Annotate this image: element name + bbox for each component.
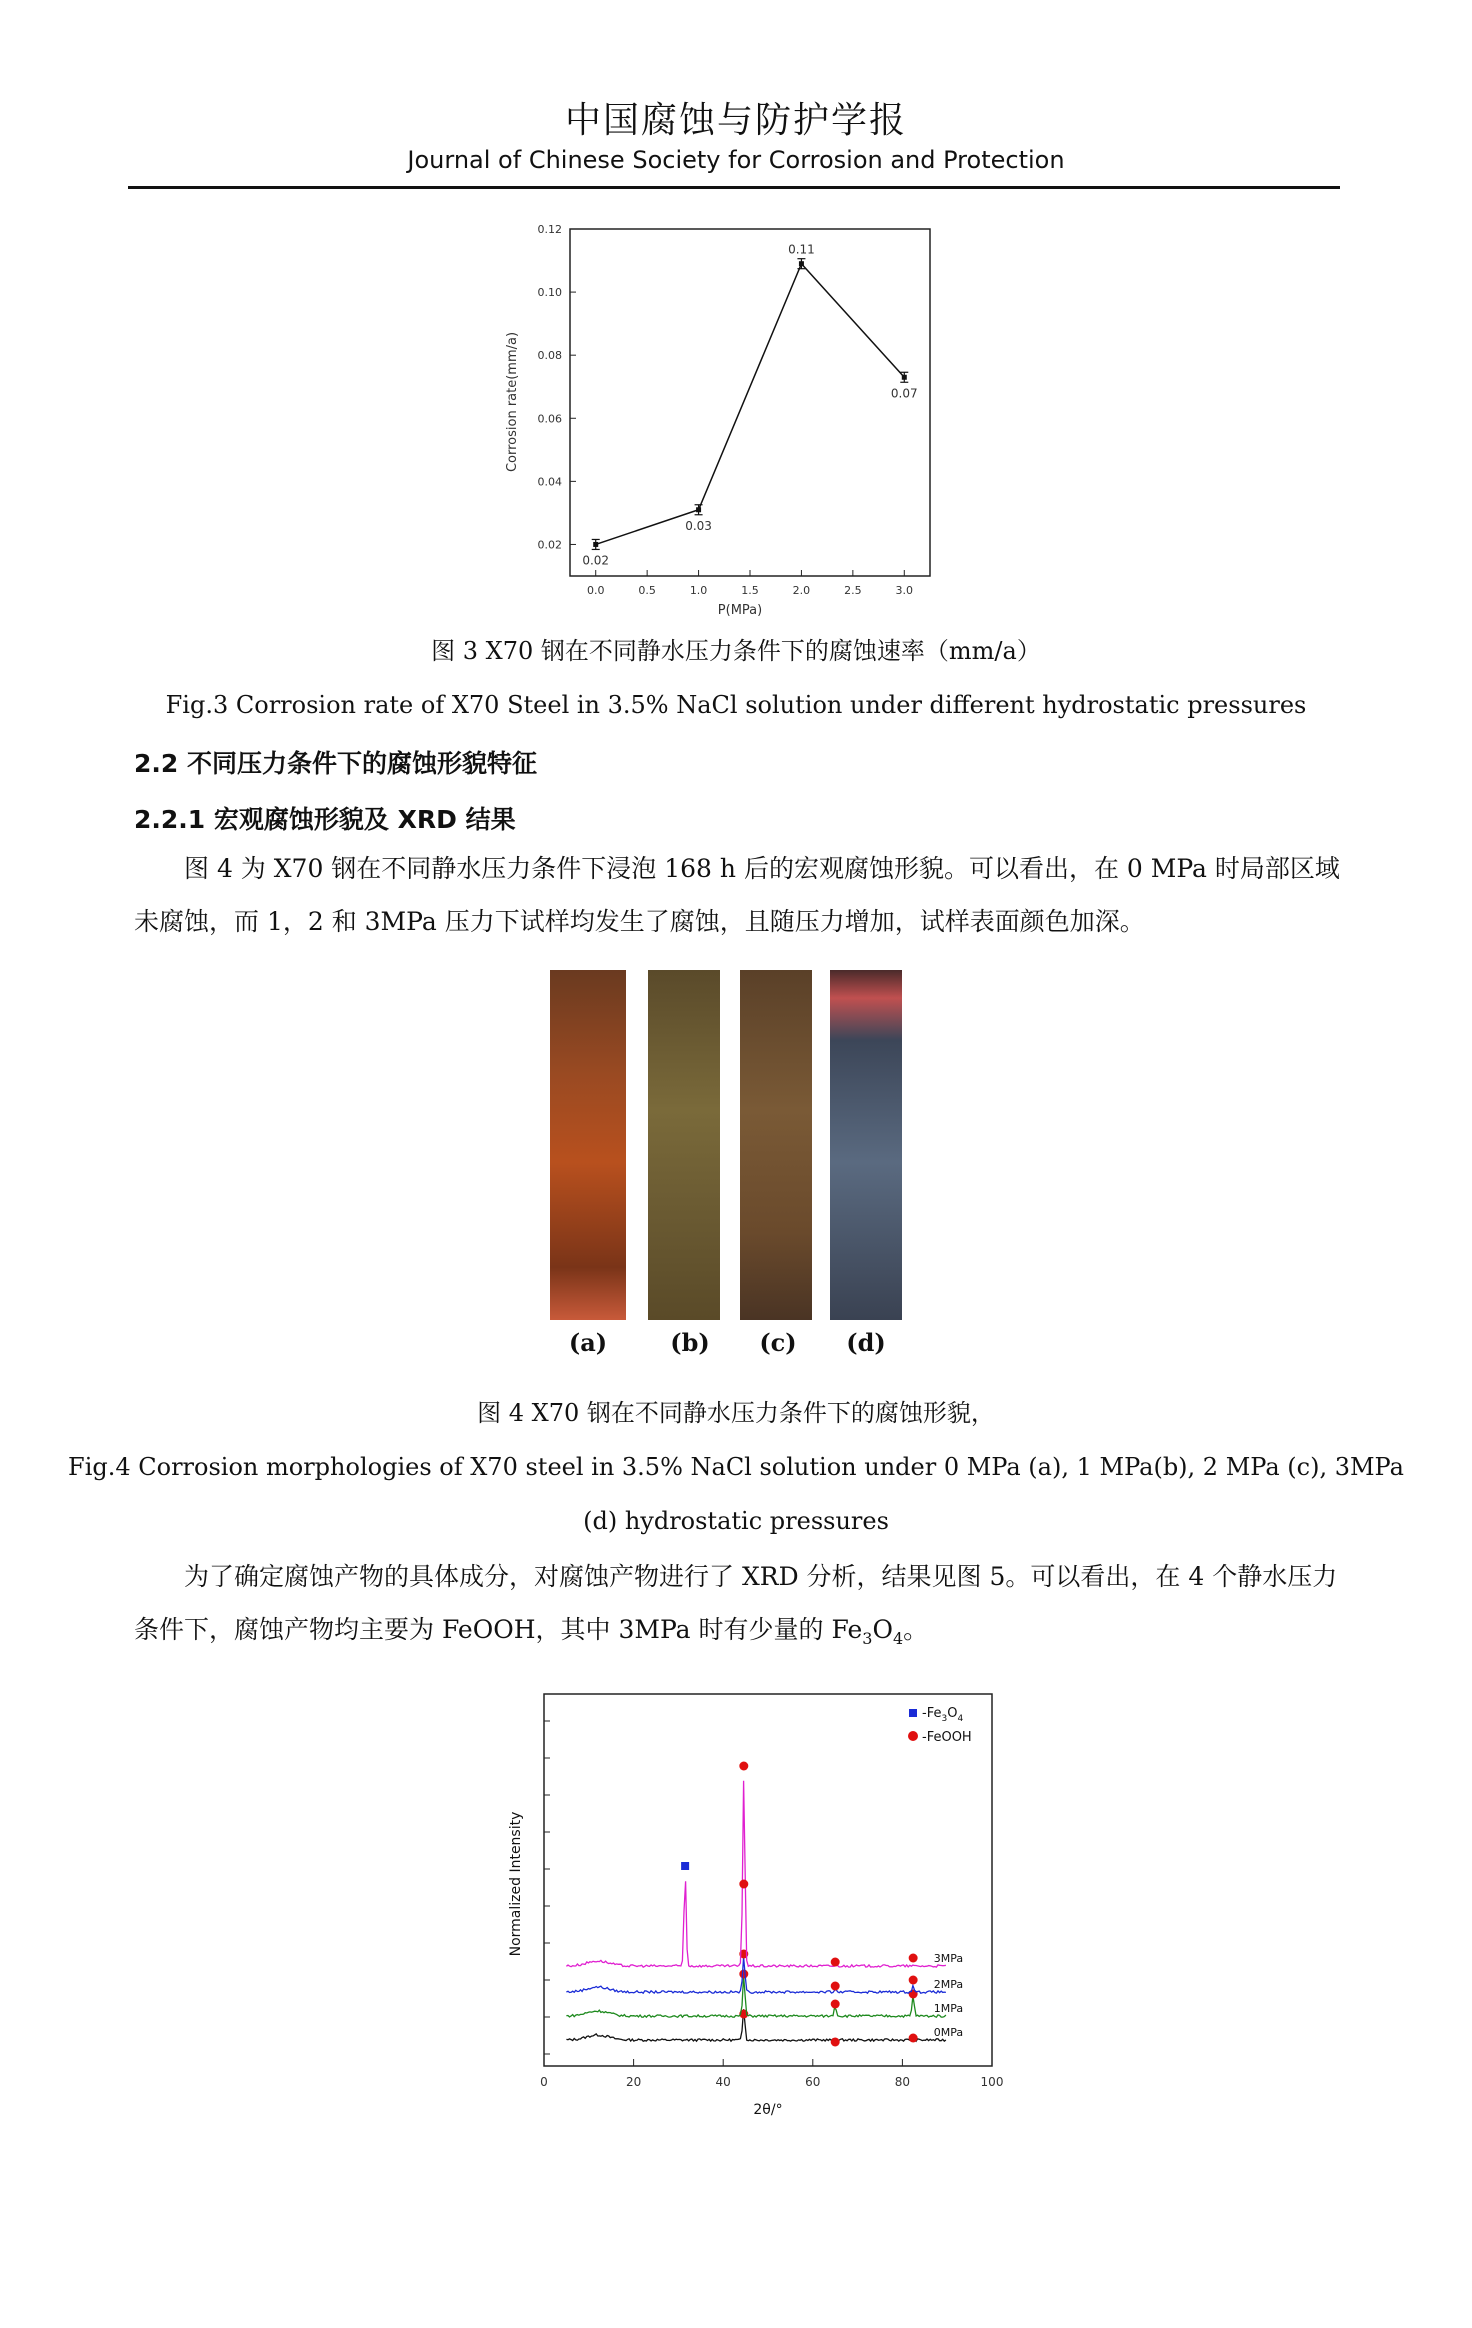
x-tick-label: 3.0 (895, 584, 914, 597)
fe3o4-peak-marker (681, 1862, 689, 1870)
figure3-y-label: Corrosion rate(mm/a) (505, 331, 520, 473)
sample-photo-a (550, 970, 626, 1320)
x-tick-label: 0.5 (638, 584, 656, 597)
journal-title-en: Journal of Chinese Society for Corrosion and Protection (407, 146, 1065, 174)
x-tick-label: 20 (625, 2075, 642, 2089)
data-point (593, 542, 598, 547)
figure3-plot-frame (570, 229, 930, 576)
data-point (799, 261, 804, 266)
xrd-series-0MPa (566, 2009, 963, 2046)
paragraph-2-text: 为了确定腐蚀产物的具体成分，对腐蚀产物进行了 XRD 分析，结果见图 5。可以看出，在 4 个静水压力条件下，腐蚀产物均主要为 FeOOH，其中 3MPa 时有少量的 Fe (134, 1562, 1338, 1644)
figure5-x-label: 2θ/° (753, 2102, 783, 2118)
feooh-peak-marker (831, 2000, 840, 2009)
figure5-legend (908, 1706, 972, 1745)
feooh-peak-marker (909, 2034, 918, 2043)
feooh-peak-marker (909, 1954, 918, 1963)
section-heading: 2.2 不同压力条件下的腐蚀形貌特征 (134, 749, 537, 778)
header-rule (128, 186, 1340, 189)
legend-feooh-marker (908, 1731, 918, 1741)
y-tick-label: 0.04 (537, 475, 562, 489)
sample-photo-b (648, 970, 720, 1320)
series-label: 0MPa (933, 2026, 964, 2039)
figure5-y-axis (544, 1721, 550, 2054)
legend-fe3o4-label: $-Fe_3O_4$ (922, 1706, 964, 1724)
x-tick-label: 100 (980, 2075, 1004, 2089)
data-point (696, 507, 701, 512)
feooh-peak-marker (739, 1762, 748, 1771)
journal-title-cn: 中国腐蚀与防护学报 (564, 100, 907, 141)
feooh-peak-marker (909, 1976, 918, 1985)
y-tick-label: 0.06 (537, 412, 562, 426)
sample-label-a: (a) (568, 1328, 608, 1357)
xrd-trace (566, 1781, 946, 1967)
data-label: 0.11 (788, 242, 815, 257)
figure3-caption-en: Fig.3 Corrosion rate of X70 Steel in 3.5% NaCl solution under different hydrostatic pressures (165, 691, 1307, 719)
figure3-chart (490, 212, 990, 622)
subscript-3: 3 (862, 1629, 873, 1648)
x-tick-label: 0.0 (586, 584, 605, 597)
xrd-series-2MPa (566, 1950, 963, 1994)
x-tick-label: 80 (894, 2075, 911, 2089)
feooh-peak-marker (739, 1970, 748, 1979)
sample-photo-d (830, 970, 902, 1320)
x-tick-label: 1.5 (741, 584, 759, 597)
x-tick-label: 0 (540, 2075, 548, 2089)
data-label: 0.07 (890, 386, 918, 401)
y-tick-label: 0.10 (537, 286, 562, 300)
y-tick-label: 0.12 (537, 223, 562, 236)
figure3-series (582, 243, 917, 568)
series-label: 2MPa (933, 1978, 964, 1991)
xrd-trace (566, 2009, 946, 2041)
series-label: 3MPa (933, 1952, 964, 1965)
paragraph-2 (134, 1550, 1342, 1665)
figure4-caption-en-line1: Fig.4 Corrosion morphologies of X70 steel in 3.5% NaCl solution under 0 MPa (a), 1 MPa(b), 2 MPa (c), 3MPa (68, 1453, 1404, 1481)
sample-label-b: (b) (670, 1328, 710, 1357)
sample-label-d: (d) (846, 1328, 886, 1357)
figure4-caption-cn: 图 4 X70 钢在不同静水压力条件下的腐蚀形貌， (477, 1399, 995, 1427)
sample-label-c: (c) (759, 1328, 797, 1357)
legend-fe3o4-marker (909, 1709, 917, 1717)
y-tick-label: 0.08 (537, 349, 562, 363)
paragraph-1: 图 4 为 X70 钢在不同静水压力条件下浸泡 168 h 后的宏观腐蚀形貌。可以看出，在 0 MPa 时局部区域未腐蚀，而 1，2 和 3MPa 压力下试样均发生了腐蚀，且随压力增加，试样表面颜色加深。 (134, 854, 1340, 936)
feooh-peak-marker (831, 2038, 840, 2047)
figure3-caption-cn: 图 3 X70 钢在不同静水压力条件下的腐蚀速率（mm/a） (431, 637, 1041, 665)
data-label: 0.02 (582, 553, 610, 568)
paragraph-2-end: 。 (903, 1615, 929, 1644)
xrd-trace (566, 1957, 946, 1993)
x-tick-label: 2.5 (844, 584, 862, 597)
figure3-x-label: P(MPa) (717, 603, 763, 618)
feooh-peak-marker (831, 1982, 840, 1991)
sample-photo-c (740, 970, 812, 1320)
figure5-plot-frame (544, 1694, 992, 2066)
corrosion-rate-line (596, 264, 905, 545)
subscript-4: 4 (892, 1629, 904, 1648)
data-point (902, 375, 907, 380)
x-tick-label: 40 (715, 2075, 731, 2089)
figure5-x-axis (540, 2059, 1003, 2089)
formula-o: O (872, 1615, 893, 1644)
x-tick-label: 1.0 (689, 584, 708, 597)
figure5-series (566, 1762, 963, 2047)
feooh-peak-marker (831, 1958, 840, 1967)
data-label: 0.03 (685, 518, 712, 533)
figure5-chart (490, 1684, 1050, 2134)
series-label: 1MPa (933, 2002, 964, 2015)
legend-feooh-label: -FeOOH (922, 1730, 972, 1745)
figure3-x-axis (587, 570, 913, 597)
xrd-series-3MPa (566, 1762, 963, 1968)
figure4-caption-en-line2: (d) hydrostatic pressures (583, 1507, 889, 1535)
xrd-trace (566, 1976, 946, 2017)
x-tick-label: 60 (805, 2075, 821, 2089)
x-tick-label: 2.0 (792, 584, 811, 597)
subsection-heading: 2.2.1 宏观腐蚀形貌及 XRD 结果 (134, 805, 516, 834)
figure5-y-label: Normalized Intensity (508, 1811, 524, 1957)
y-tick-label: 0.02 (537, 538, 562, 552)
feooh-peak-marker (739, 1880, 748, 1889)
feooh-peak-marker (909, 1990, 918, 1999)
